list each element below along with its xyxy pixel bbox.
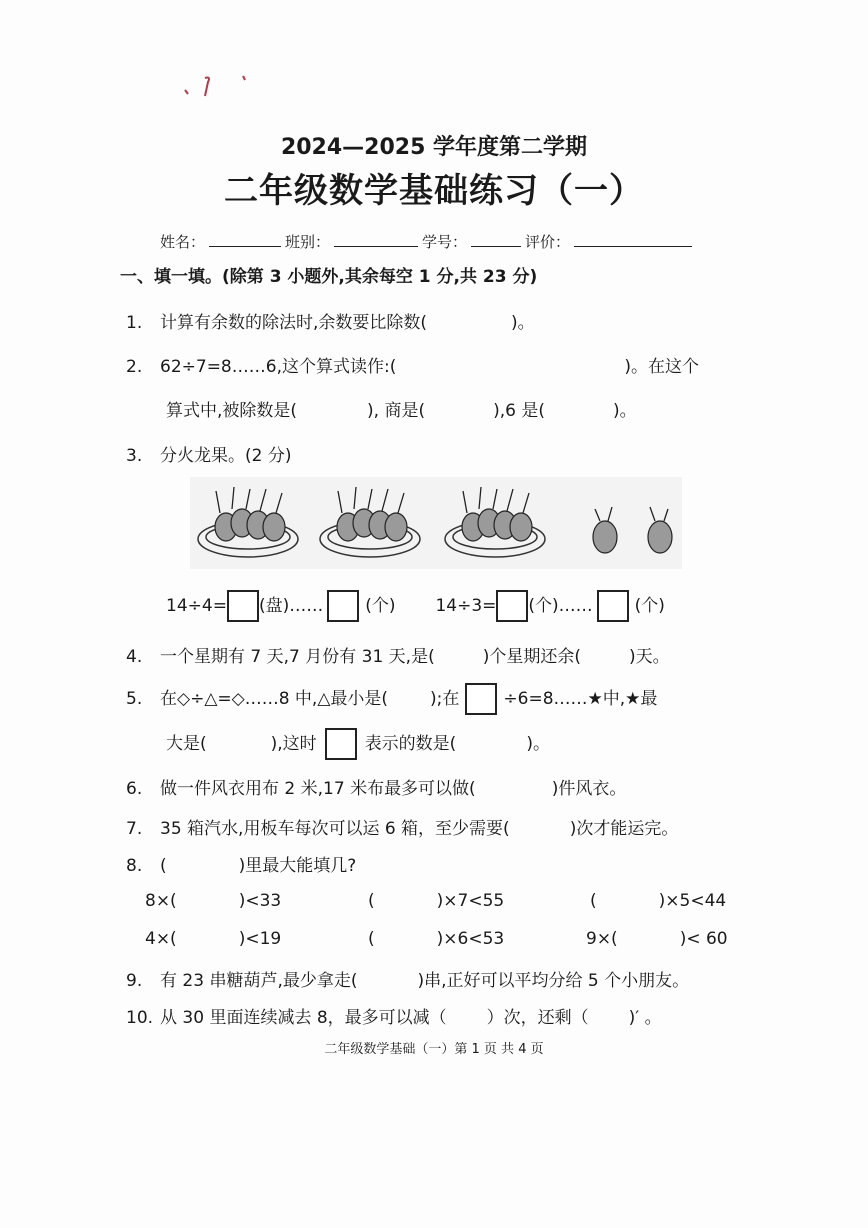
question-number: 1. xyxy=(126,313,143,333)
question-text: )里最大能填几? xyxy=(238,856,357,876)
question-number: 9. xyxy=(126,971,143,991)
question-text: )串,正好可以平均分给 5 个小朋友。 xyxy=(417,971,690,991)
inequality-text: )<33 xyxy=(238,891,282,911)
inequality-text: )<19 xyxy=(238,929,282,949)
question-text: ）次，还剩（ xyxy=(486,1008,589,1028)
question-number: 7. xyxy=(126,819,143,839)
equation-text: (盘)…… xyxy=(258,596,324,616)
q8-row1-col1 xyxy=(145,891,281,911)
question-text: )件风衣。 xyxy=(551,779,627,799)
inequality-text: 4×( xyxy=(145,929,177,949)
number-label: 学号： xyxy=(422,233,468,251)
question-number: 6. xyxy=(126,779,143,799)
question-text: ÷6=8……★中,★最 xyxy=(503,689,658,709)
question-text: ), 商是( xyxy=(367,401,426,421)
question-text: 有 23 串糖葫芦,最少拿走( xyxy=(160,971,358,991)
question-text: ),这时 xyxy=(270,734,317,754)
class-label: 班别： xyxy=(285,233,331,251)
question-6 xyxy=(126,774,626,799)
name-label: 姓名： xyxy=(160,233,206,251)
question-text: 表示的数是( xyxy=(364,734,457,754)
question-4 xyxy=(126,642,670,667)
question-text: )。 xyxy=(613,401,637,421)
inequality-text: ( xyxy=(368,891,375,911)
question-number: 3. xyxy=(126,446,143,466)
answer-box[interactable] xyxy=(227,590,259,622)
question-number: 4. xyxy=(126,647,143,667)
question-text: )。 xyxy=(511,313,535,333)
score-label: 评价： xyxy=(525,233,571,251)
question-text: )个星期还余( xyxy=(482,647,581,667)
question-text: 算式中,被除数是( xyxy=(166,401,298,421)
question-9 xyxy=(126,966,689,991)
dragon-fruit-illustration xyxy=(190,477,682,569)
question-text: 从 30 里面连续减去 8，最多可以减（ xyxy=(160,1008,447,1028)
question-text: 35 箱汽水,用板车每次可以运 6 箱，至少需要( xyxy=(160,819,510,839)
equation-text: 14÷4= xyxy=(166,596,227,616)
question-text: );在 xyxy=(430,689,460,709)
q8-row2-col2 xyxy=(368,929,504,949)
q8-row2-col1 xyxy=(145,929,281,949)
question-number: 8. xyxy=(126,856,143,876)
handwritten-marks xyxy=(175,70,255,100)
question-text: )天。 xyxy=(629,647,670,667)
question-text: 做一件风衣用布 2 米,17 米布最多可以做( xyxy=(160,779,476,799)
answer-box[interactable] xyxy=(465,683,497,715)
inequality-text: ( xyxy=(368,929,375,949)
equation-text: (个) xyxy=(634,596,665,616)
page-footer: 二年级数学基础（一）第 1 页 共 4 页 xyxy=(324,1042,544,1057)
question-5-line-2 xyxy=(166,728,550,760)
question-text: )次才能运完。 xyxy=(569,819,679,839)
inequality-text: )×7<55 xyxy=(436,891,505,911)
question-10 xyxy=(126,1003,662,1028)
answer-box[interactable] xyxy=(325,728,357,760)
q8-row1-col3 xyxy=(590,891,726,911)
inequality-text: )×6<53 xyxy=(436,929,505,949)
inequality-text: 8×( xyxy=(145,891,177,911)
question-3-equations xyxy=(166,590,665,622)
inequality-text: )< 60 xyxy=(679,929,728,949)
equation-text: (个) xyxy=(365,596,396,616)
question-3 xyxy=(126,441,291,466)
inequality-text: ( xyxy=(590,891,597,911)
question-text: ( xyxy=(160,856,167,876)
question-text: 一个星期有 7 天,7 月份有 31 天,是( xyxy=(160,647,435,667)
name-field[interactable] xyxy=(209,232,281,247)
question-text: 在◇÷△=◇……8 中,△最小是( xyxy=(160,689,389,709)
equation-text: 14÷3= xyxy=(435,596,497,616)
question-2-line-2 xyxy=(166,396,637,421)
q8-row2-col3 xyxy=(586,929,728,949)
question-number: 10. xyxy=(126,1008,154,1028)
question-text: )。 xyxy=(526,734,550,754)
question-text: ),6 是( xyxy=(493,401,546,421)
section-heading: 一、填一填。(除第 3 小题外,其余每空 1 分,共 23 分) xyxy=(120,267,538,287)
class-field[interactable] xyxy=(334,232,418,247)
page-title: 二年级数学基础练习（一） xyxy=(224,171,644,211)
student-info-row xyxy=(160,231,696,252)
q8-row1-col2 xyxy=(368,891,504,911)
inequality-text: )×5<44 xyxy=(658,891,727,911)
question-1 xyxy=(126,308,535,333)
question-number: 2. xyxy=(126,357,143,377)
school-year: 2024—2025 学年度第二学期 xyxy=(280,135,588,160)
equation-text: (个)…… xyxy=(528,596,593,616)
question-text: 62÷7=8……6,这个算式读作:( xyxy=(160,357,397,377)
question-5-line-1 xyxy=(126,683,657,715)
score-field[interactable] xyxy=(574,232,692,247)
question-text: 计算有余数的除法时,余数要比除数( xyxy=(160,313,428,333)
answer-box[interactable] xyxy=(597,590,629,622)
answer-box[interactable] xyxy=(496,590,528,622)
question-number: 5. xyxy=(126,689,143,709)
question-7 xyxy=(126,814,678,839)
question-text: )。在这个 xyxy=(624,357,699,377)
question-8 xyxy=(126,851,356,876)
question-text: )′ 。 xyxy=(628,1008,662,1028)
number-field[interactable] xyxy=(471,232,521,247)
answer-box[interactable] xyxy=(327,590,359,622)
inequality-text: 9×( xyxy=(586,929,618,949)
question-2-line-1 xyxy=(126,352,699,377)
question-text: 分火龙果。(2 分) xyxy=(160,446,292,466)
question-text: 大是( xyxy=(166,734,207,754)
